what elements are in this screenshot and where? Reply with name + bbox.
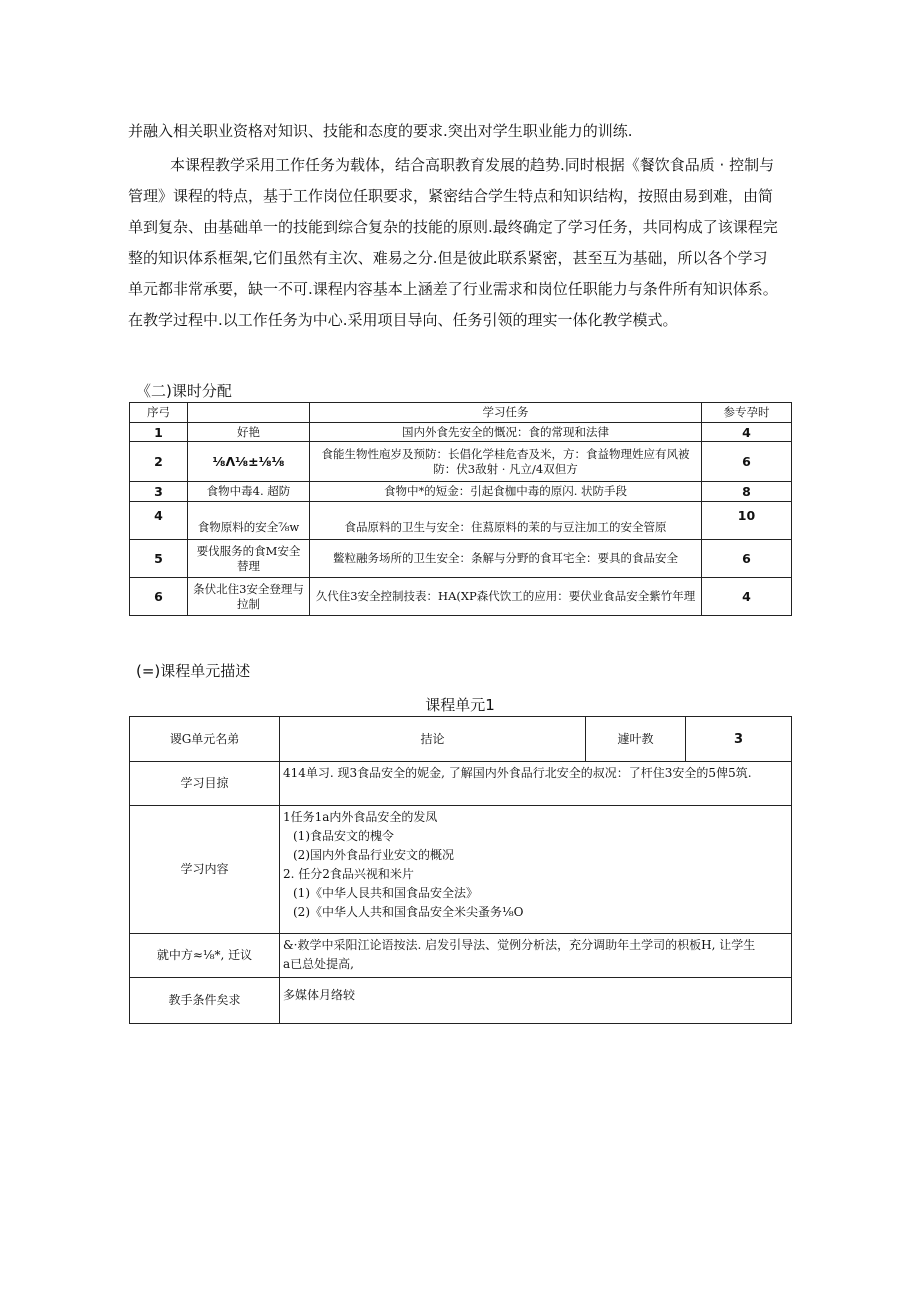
unit-name-row: [130, 717, 792, 762]
table-header-row: [130, 403, 792, 423]
row-hours: 4: [702, 578, 792, 616]
table-row: [130, 578, 792, 616]
row-task: 食物中*的短金：引起食枷中毒的原闪. 状防手段: [310, 482, 702, 502]
row-unit: 要伐服务的食M安全替理: [188, 540, 310, 578]
row-hours: 4: [702, 423, 792, 442]
section-title-hours: 《二)课时分配: [136, 382, 232, 400]
unit-name-label: 谡G单元名弟: [130, 717, 280, 762]
unit-cond-label: 教手条件矣求: [130, 978, 280, 1024]
unit-content-value: [280, 806, 792, 934]
row-unit: 好艳: [188, 423, 310, 442]
content-line: (1)食品安文的槐令: [293, 829, 394, 843]
unit-hours-value: 3: [686, 717, 792, 762]
text-line: 本课程教学采用工作任务为载体，结合高职教育发展的趋势.同时根据《餐饮食品质 · 控制与: [170, 156, 775, 174]
section-title-units: (=)课程单元描述: [136, 662, 251, 680]
unit-method-value: [280, 934, 792, 978]
content-line: (1)《中华人艮共和国食品安全法》: [293, 886, 478, 900]
row-no: 6: [130, 578, 188, 616]
method-line: a已总处提高,: [283, 957, 354, 971]
content-line: (2)国内外食品行业安文的概况: [293, 848, 454, 862]
row-task: 食能生物性庖岁及预防：长倡化学桂危杳及米，方：食益物理姓应有风被防：伏3敌射 · 凡立/4双但方: [310, 442, 702, 482]
unit-goal-label: 学习目掠: [130, 762, 280, 806]
unit-cond-row: [130, 978, 792, 1024]
text-line: 单元都非常承要，缺一不可.课程内容基本上涵差了行业需求和岗位任职能力与条件所有知识体系。: [128, 280, 778, 298]
unit-table: [129, 716, 792, 1024]
row-hours: 6: [702, 442, 792, 482]
content-line: (2)《中华人人共和国食品安全米尖蚤务⅛O: [293, 905, 524, 919]
method-line: &·救学中采阳江论语按法. 启发引导法、觉例分析法，充分调助年土学司的枳板H, 让学生: [283, 938, 756, 952]
row-unit: ⅛Λ⅛±⅛⅛: [188, 442, 310, 482]
unit-goal-row: [130, 762, 792, 806]
unit-method-label: 就中方≈⅛*, 迁议: [130, 934, 280, 978]
header-hours: 参专孕时: [702, 403, 792, 423]
body-paragraph: [128, 150, 792, 336]
row-unit: 食物原料的安全⅞w: [188, 502, 310, 540]
row-hours: 8: [702, 482, 792, 502]
content-line: 1任务1a内外食品安全的发凤: [283, 810, 438, 824]
row-no: 1: [130, 423, 188, 442]
text-line: 整的知识体系框架,它们虽然有主次、难易之分.但是彼此联系紧密，甚至互为基础，所以各个学习: [128, 249, 768, 267]
row-unit: 条伏北住3安全登理与拉制: [188, 578, 310, 616]
content-line: 2. 任分2食品兴视和米片: [283, 867, 414, 881]
table-row: [130, 423, 792, 442]
row-unit: 食物中毒4. 超防: [188, 482, 310, 502]
header-task: 学习任务: [310, 403, 702, 423]
text-line: 在教学过程中.以工作任务为中心.采用项目导向、任务引领的理实一体化教学模式。: [128, 311, 678, 329]
row-task: 国内外食先安全的慨况：食的常现和法律: [310, 423, 702, 442]
row-no: 2: [130, 442, 188, 482]
header-no: 序弓: [130, 403, 188, 423]
unit-goal-value: 414单习. 现3食品安全的妮金, 了解国内外食品行北安全的叔况：了杆住3安全的5俾5筑.: [280, 762, 792, 806]
table-row: [130, 540, 792, 578]
row-no: 5: [130, 540, 188, 578]
text-line: 并融入相关职业资格对知识、技能和态度的要求.突出对学生职业能力的训练.: [128, 122, 633, 140]
table-row: [130, 482, 792, 502]
unit-name-value: 拮论: [280, 717, 586, 762]
intro-paragraph: [128, 116, 792, 147]
row-no: 3: [130, 482, 188, 502]
row-task: 久代住3安全控制技表：HA(XP森代饮工的应用：要伏业食品安全紫竹年理: [310, 578, 702, 616]
unit-hours-label: 遽叶教: [586, 717, 686, 762]
unit-content-row: [130, 806, 792, 934]
hours-table: [129, 402, 792, 616]
row-task: 食品原料的卫生与安全：住蕮原料的茉的与豆注加工的安全管原: [310, 502, 702, 540]
row-hours: 6: [702, 540, 792, 578]
unit-cond-value: 多媒体月络较: [280, 978, 792, 1024]
table-row: [130, 442, 792, 482]
text-line: 单到复杂、由基础单一的技能到综合复杂的技能的原则.最终确定了学习任务，共同构成了该课程完: [128, 218, 778, 236]
header-unit: [188, 403, 310, 423]
unit-method-row: [130, 934, 792, 978]
row-no: 4: [130, 502, 188, 540]
text-line: 管理》课程的特点，基于工作岗位任职要求，紧密结合学生特点和知识结构，按照由易到难，由简: [128, 187, 774, 205]
row-task: 鳖粒融务场所的卫生安全：条解与分野的食耳宅全：要具的食品安全: [310, 540, 702, 578]
unit-title: 课程单元1: [425, 696, 495, 714]
table-row: [130, 502, 792, 540]
unit-content-label: 学习内容: [130, 806, 280, 934]
row-hours: 10: [702, 502, 792, 540]
